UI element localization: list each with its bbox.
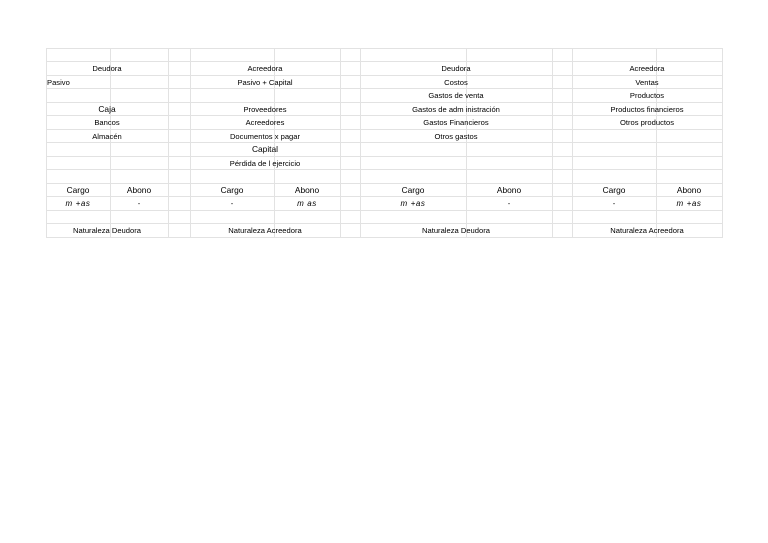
abono-label: Abono	[676, 185, 702, 195]
account-item: Gastos de adm inistración	[412, 105, 500, 114]
account-item: Bancos	[94, 118, 120, 127]
abono-label: Abono	[294, 185, 320, 195]
grid-line	[46, 237, 723, 238]
cargo-label: Cargo	[401, 185, 425, 195]
naturaleza-label: Naturaleza Acreedora	[610, 226, 684, 235]
abono-label: Abono	[496, 185, 522, 195]
account-item: Caja	[98, 104, 116, 114]
cargo-label: Cargo	[66, 185, 90, 195]
group-title: Costos	[444, 78, 468, 87]
account-item: Gastos de venta	[428, 91, 484, 100]
grid-line	[46, 48, 723, 49]
naturaleza-label: Naturaleza Deudora	[73, 226, 141, 235]
group-title: Pasivo + Capital	[237, 78, 293, 87]
cargo-value: -	[612, 199, 616, 208]
cargo-label: Cargo	[602, 185, 626, 195]
account-item: Proveedores	[243, 105, 287, 114]
naturaleza-label: Naturaleza Deudora	[422, 226, 490, 235]
spreadsheet-grid	[46, 48, 723, 238]
header-acreedora: Acreedora	[247, 64, 283, 73]
account-item: Gastos Financieros	[423, 118, 489, 127]
account-item: Acreedores	[245, 118, 285, 127]
cargo-value: m +as	[400, 199, 426, 208]
account-item: Productos financieros	[610, 105, 684, 114]
abono-value: -	[507, 199, 511, 208]
account-item: Almacén	[92, 132, 122, 141]
header-deudora: Deudora	[92, 64, 122, 73]
abono-value: -	[137, 199, 141, 208]
cargo-label: Cargo	[220, 185, 244, 195]
account-item: Capital	[251, 144, 279, 154]
grid-line	[46, 156, 723, 157]
group-title: Pasivo	[47, 78, 70, 87]
grid-line	[46, 169, 723, 170]
abono-value: m +as	[676, 199, 702, 208]
grid-line	[46, 210, 723, 211]
cargo-value: m +as	[65, 199, 91, 208]
account-item: Productos	[629, 91, 665, 100]
abono-value: m as	[297, 199, 317, 208]
header-acreedora: Acreedora	[629, 64, 665, 73]
account-item: Pérdida de l ejercicio	[229, 159, 301, 168]
group-title: Ventas	[635, 78, 659, 87]
abono-label: Abono	[126, 185, 152, 195]
cargo-value: -	[230, 199, 234, 208]
naturaleza-label: Naturaleza Acreedora	[228, 226, 302, 235]
account-item: Otros productos	[619, 118, 675, 127]
account-item: Documentos x pagar	[229, 132, 301, 141]
header-deudora: Deudora	[441, 64, 471, 73]
account-item: Otros gastos	[434, 132, 478, 141]
